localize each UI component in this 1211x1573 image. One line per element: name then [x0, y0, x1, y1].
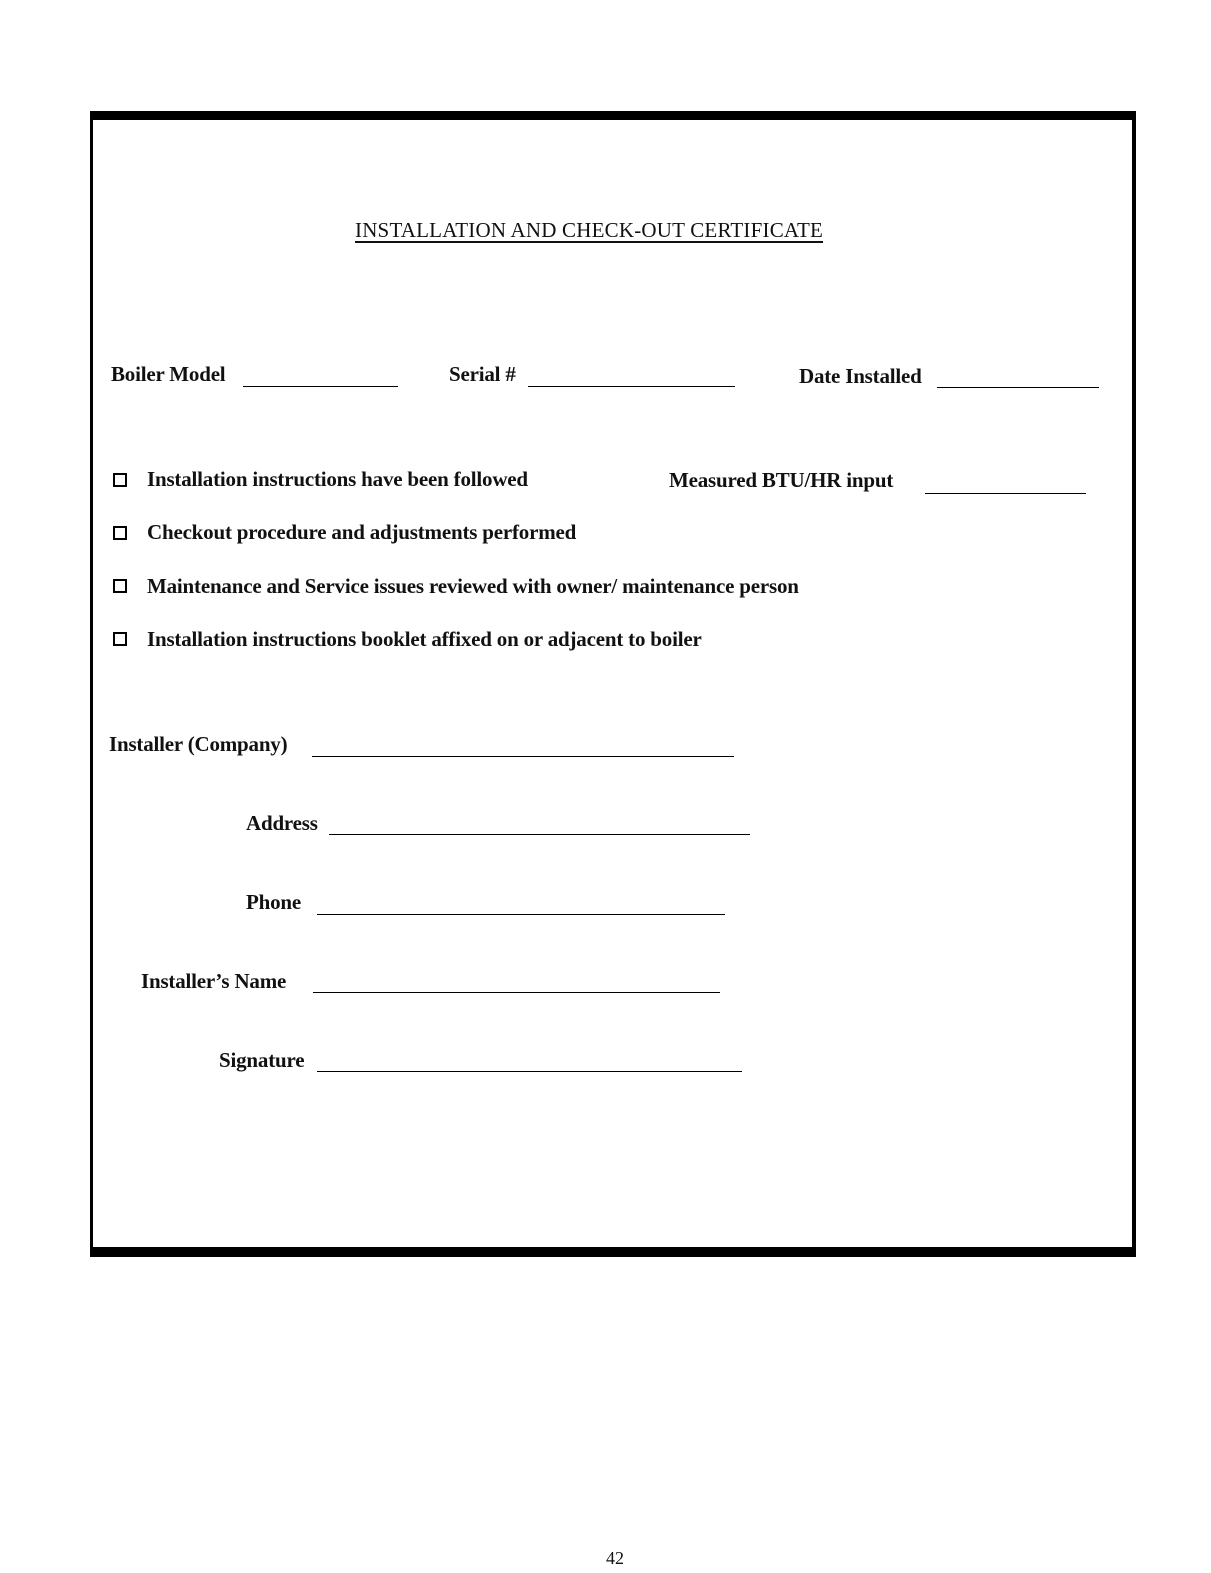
serial-field[interactable] — [528, 386, 735, 387]
date-installed-field[interactable] — [937, 387, 1099, 388]
checkbox-checkout-performed[interactable] — [113, 526, 127, 540]
checkbox-booklet-affixed[interactable] — [113, 632, 127, 646]
checklist-item-label: Installation instructions have been followed — [147, 467, 528, 491]
checklist-item-label: Installation instructions booklet affixed on or adjacent to boiler — [147, 627, 702, 651]
measured-btu-label: Measured BTU/HR input — [669, 468, 894, 492]
page-number: 42 — [606, 1548, 624, 1568]
certificate-frame — [90, 111, 1136, 1257]
checkbox-instructions-followed[interactable] — [113, 473, 127, 487]
checkbox-maintenance-reviewed[interactable] — [113, 579, 127, 593]
installer-company-field[interactable] — [312, 756, 734, 757]
boiler-model-label: Boiler Model — [111, 362, 226, 386]
phone-label: Phone — [246, 890, 302, 914]
installer-name-label: Installer’s Name — [141, 969, 287, 993]
address-field[interactable] — [329, 834, 750, 835]
signature-field[interactable] — [317, 1071, 742, 1072]
date-installed-label: Date Installed — [799, 364, 922, 388]
boiler-model-field[interactable] — [243, 386, 398, 387]
address-label: Address — [246, 811, 318, 835]
checklist-item-label: Maintenance and Service issues reviewed with owner/ maintenance person — [147, 574, 799, 598]
installer-name-field[interactable] — [313, 992, 720, 993]
phone-field[interactable] — [317, 914, 725, 915]
measured-btu-field[interactable] — [925, 493, 1086, 494]
checklist-item-label: Checkout procedure and adjustments performed — [147, 520, 577, 544]
signature-label: Signature — [219, 1048, 305, 1072]
installer-company-label: Installer (Company) — [109, 732, 288, 756]
certificate-title: INSTALLATION AND CHECK-OUT CERTIFICATE — [355, 218, 824, 242]
serial-label: Serial # — [449, 362, 516, 386]
